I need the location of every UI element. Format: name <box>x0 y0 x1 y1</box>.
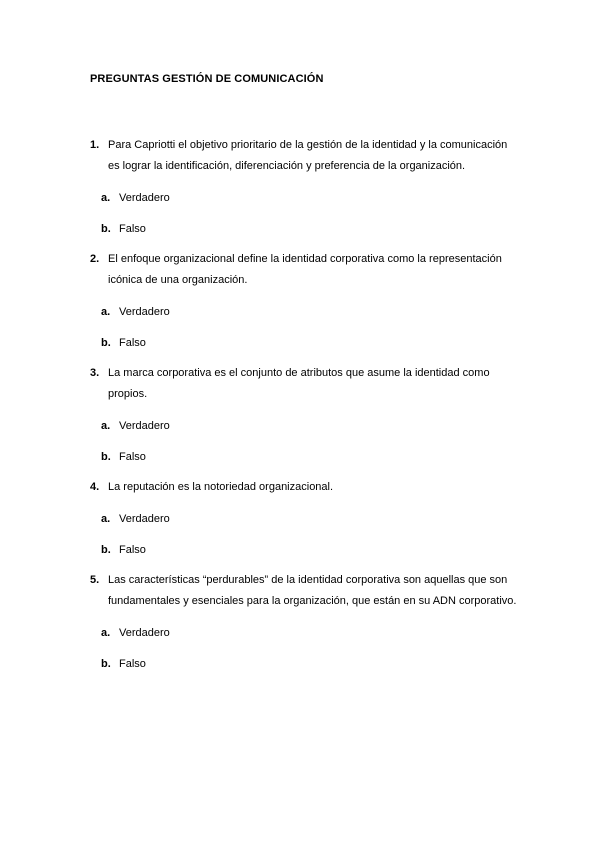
option-label: Falso <box>119 657 146 670</box>
option-letter: a. <box>101 305 111 318</box>
option-verdadero <box>101 187 530 208</box>
option-verdadero <box>101 508 530 529</box>
option-label: Verdadero <box>119 626 170 639</box>
option-label: Falso <box>119 450 146 463</box>
question-1 <box>90 135 530 239</box>
question-5 <box>90 570 530 674</box>
question-text: Las características “perdurables” de la identidad corporativa son aquellas que son fundamentales y esenciales para la organización, que están en su ADN corporativo. <box>108 574 517 607</box>
option-falso <box>101 653 530 674</box>
answer-options <box>90 622 530 674</box>
answer-options <box>90 415 530 467</box>
question-number: 5. <box>90 574 100 586</box>
option-label: Verdadero <box>119 191 170 204</box>
option-label: Falso <box>119 336 146 349</box>
question-2 <box>90 249 530 353</box>
question-3 <box>90 363 530 467</box>
option-letter: b. <box>101 222 111 235</box>
option-label: Falso <box>119 222 146 235</box>
option-letter: a. <box>101 419 111 432</box>
option-label: Verdadero <box>119 305 170 318</box>
question-number: 3. <box>90 367 100 379</box>
option-falso <box>101 539 530 560</box>
option-letter: a. <box>101 512 111 525</box>
option-falso <box>101 332 530 353</box>
option-verdadero <box>101 301 530 322</box>
question-number: 2. <box>90 253 100 265</box>
question-text: La reputación es la notoriedad organizacional. <box>108 481 334 493</box>
question-number: 1. <box>90 139 100 151</box>
option-falso <box>101 218 530 239</box>
answer-options <box>90 187 530 239</box>
option-letter: a. <box>101 626 111 639</box>
question-text: Para Capriotti el objetivo prioritario de la gestión de la identidad y la comunicación es lograr la identificación, diferenciación y preferencia de la organización. <box>108 139 508 172</box>
question-text: El enfoque organizacional define la identidad corporativa como la representación icónica de una organización. <box>108 253 502 286</box>
option-letter: b. <box>101 543 111 556</box>
option-verdadero <box>101 415 530 436</box>
question-4 <box>90 477 530 560</box>
option-verdadero <box>101 622 530 643</box>
option-letter: b. <box>101 657 111 670</box>
option-falso <box>101 446 530 467</box>
question-number: 4. <box>90 481 100 493</box>
option-label: Falso <box>119 543 146 556</box>
document-title: PREGUNTAS GESTIÓN DE COMUNICACIÓN <box>90 73 324 85</box>
option-label: Verdadero <box>119 512 170 525</box>
answer-options <box>90 301 530 353</box>
option-label: Verdadero <box>119 419 170 432</box>
question-text: La marca corporativa es el conjunto de atributos que asume la identidad como propios. <box>108 367 490 400</box>
option-letter: b. <box>101 336 111 349</box>
question-list <box>90 135 530 684</box>
option-letter: b. <box>101 450 111 463</box>
answer-options <box>90 508 530 560</box>
option-letter: a. <box>101 191 111 204</box>
